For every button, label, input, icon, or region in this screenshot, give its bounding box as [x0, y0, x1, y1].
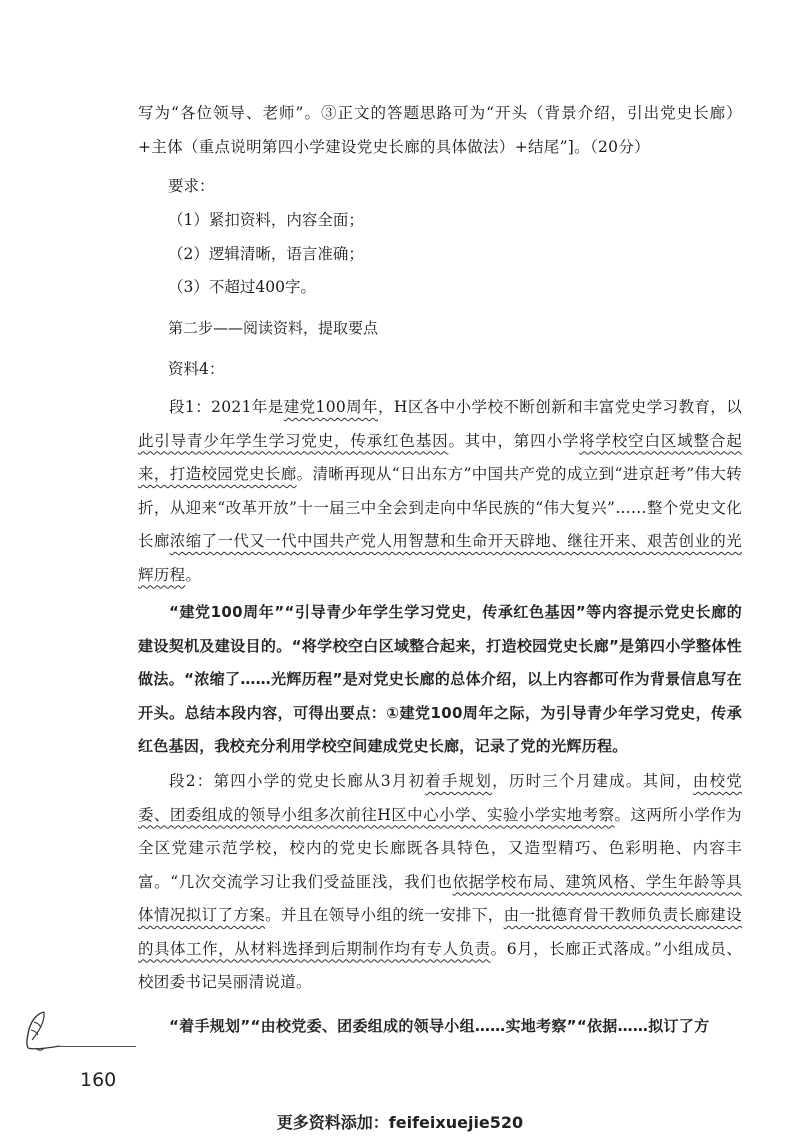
material-paragraph-1: 段1：2021年是建党100周年，H区各中小学校不断创新和丰富党史学习教育，以此引导青少年学生学习党史，传承红色基因。其中，第四小学将学校空白区域整合起来，打造校园党史长廊。清晰再现从“日出东方”中国共产党的成立到“进京赶考”伟大转折，从迎来“改革开放”十一届三中全会到走向中华民族的“伟大复兴”……整个党史文化长廊浓缩了一代又一代中国共产党人用智慧和生命开天辟地、继往开来、艰苦创业的光辉历程。 — [138, 398, 743, 584]
requirement-item-1: （1）紧扣资料，内容全面； — [168, 211, 364, 229]
key-phrase-underline: 依据学校布局、建筑风格、学生年龄等具体情况拟订了方案 — [138, 872, 742, 924]
key-phrase-underline: 由一批德育骨干教师负责长廊建设的具体工作，从材料选择到后期制作均有专人负责 — [138, 906, 742, 958]
key-phrase-underline: 浓缩了一代又一代中国共产党人用智慧和生命开天辟地、继往开来、艰苦创业的光辉历程 — [138, 532, 742, 584]
material-heading: 资料4： — [168, 360, 225, 378]
key-phrase-underline: 由校党委、团委组成的领导小组多次前往H区中心小学、实验小学实地考察 — [138, 772, 743, 824]
footer-note: 更多资料添加：feifeixuejie520 — [276, 1113, 524, 1132]
requirement-item-3: （3）不超过400字。 — [168, 278, 316, 296]
page-number: 160 — [80, 1069, 117, 1091]
key-phrase-underline: 着手规划 — [425, 772, 493, 790]
step-two-heading: 第二步——阅读资料，提取要点 — [168, 319, 379, 337]
intro-paragraph: 写为“各位领导、老师”。③正文的答题思路可为“开头（背景介绍，引出党史长廊）+主体（重点说明第四小学建设党史长廊的具体做法）+结尾”]。（20分） — [138, 104, 742, 156]
key-phrase-underline: 此引导青少年学生学习党史，传承红色基因 — [138, 431, 449, 450]
feather-pen-icon — [14, 1008, 74, 1054]
key-phrase-underline: 将学校空白区域整合起来，打造校园党史长廊 — [138, 431, 743, 483]
margin-rule — [60, 1046, 136, 1047]
analysis-paragraph-2: “着手规划”“由校党委、团委组成的领导小组……实地考察”“依据……拟订了方 — [169, 1017, 710, 1035]
analysis-paragraph-1: “建党100周年”“引导青少年学生学习党史，传承红色基因”等内容提示党史长廊的建设契机及建设目的。“将学校空白区域整合起来，打造校园党史长廊”是第四小学整体性做法。“浓缩了……光辉历程”是对党史长廊的总体介绍，以上内容都可作为背景信息写在开头。总结本段内容，可得出要点：①建党100周年之际，为引导青少年学习党史，传承红色基因，我校充分利用学校空间建成党史长廊，记录了党的光辉历程。 — [138, 603, 742, 755]
material-paragraph-2: 段2：第四小学的党史长廊从3月初着手规划，历时三个月建成。其间，由校党委、团委组成的领导小组多次前往H区中心小学、实验小学实地考察。这两所小学作为全区党建示范学校，校内的党史长廊既各具特色，又造型精巧、色彩明艳、内容丰富。“几次交流学习让我们受益匪浅，我们也依据学校布局、建筑风格、学生年龄等具体情况拟订了方案。并且在领导小组的统一安排下，由一批德育骨干教师负责长廊建设的具体工作，从材料选择到后期制作均有专人负责。6月，长廊正式落成。”小组成员、校团委书记吴丽清说道。 — [138, 772, 743, 991]
requirement-item-2: （2）逻辑清晰，语言准确； — [168, 245, 364, 263]
requirements-heading: 要求： — [168, 177, 215, 195]
key-phrase-underline: 建党100周年 — [283, 398, 378, 416]
